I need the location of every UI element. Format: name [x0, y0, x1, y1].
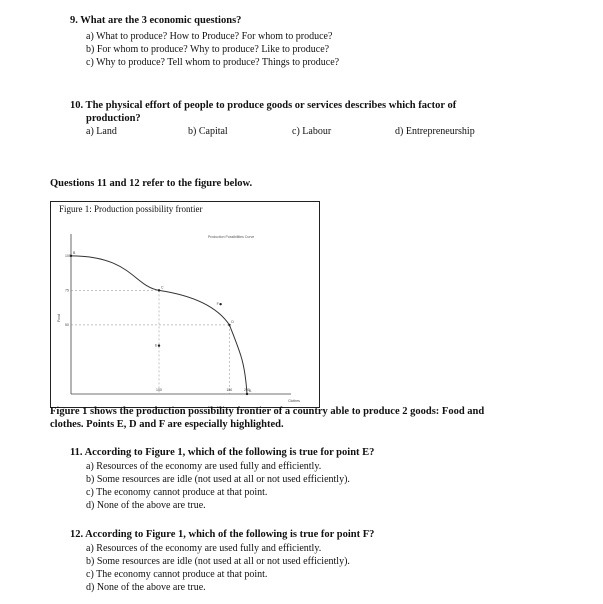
q10-option-a: a) Land [86, 126, 117, 137]
point-label-d: D [231, 319, 234, 324]
point-label-a: A [249, 389, 252, 393]
point-e [158, 344, 160, 346]
x-tick-label: 200 [244, 388, 250, 392]
x-tick-label: 100 [156, 388, 162, 392]
figure-description-line2: clothes. Points E, D and F are especially highlighted. [50, 419, 284, 430]
q9-option-c: c) Why to produce? Tell whom to produce? Things to produce? [86, 57, 340, 68]
y-axis-label: Food [57, 314, 61, 322]
point-d [228, 324, 230, 326]
q9-option-a: a) What to produce? How to Produce? For whom to produce? [86, 31, 333, 42]
point-label-f: F [216, 302, 219, 307]
chart-title: Production Possibilities Curve [207, 235, 255, 239]
q12-option-a: a) Resources of the economy are used fully and efficiently. [86, 543, 322, 554]
x-tick-label: 180 [226, 388, 233, 392]
point-f [216, 302, 221, 307]
figure-description-line1: Figure 1 shows the production possibility frontier of a country able to produce 2 goods: Food and [50, 406, 485, 417]
q9-question: 9. What are the 3 economic questions? [70, 15, 242, 26]
q12-option-b: b) Some resources are idle (not used at all or not used efficiently). [86, 556, 350, 567]
point-c [158, 289, 160, 291]
x-axis-label: Clothes [288, 399, 300, 403]
figure-intro: Questions 11 and 12 refer to the figure below. [50, 178, 253, 189]
y-tick-label: 50 [65, 322, 69, 327]
q11-option-c: c) The economy cannot produce at that point. [86, 487, 268, 498]
q9-option-b: b) For whom to produce? Why to produce? Like to produce? [86, 44, 330, 55]
q10-option-b: b) Capital [188, 126, 228, 137]
y-tick-label: 75 [65, 288, 69, 293]
q11-option-a: a) Resources of the economy are used fully and efficiently. [86, 461, 322, 472]
q11-option-d: d) None of the above are true. [86, 500, 206, 511]
figure-caption: Figure 1: Production possibility frontier [59, 204, 203, 214]
figure-box [50, 201, 320, 408]
q10-question-line1: 10. The physical effort of people to produce goods or services describes which factor of [70, 100, 457, 111]
point-label-e: E [155, 343, 158, 348]
q12-option-c: c) The economy cannot produce at that point. [86, 569, 268, 580]
q11-question: 11. According to Figure 1, which of the following is true for point E? [70, 447, 375, 458]
q10-option-c: c) Labour [292, 126, 332, 137]
q12-option-d: d) None of the above are true. [86, 582, 206, 593]
q12-question: 12. According to Figure 1, which of the following is true for point F? [70, 529, 375, 540]
y-tick-label: 100 [65, 253, 71, 258]
q10-option-d: d) Entrepreneurship [395, 126, 475, 137]
point-a [246, 393, 248, 395]
ppf-chart [51, 202, 319, 407]
q10-question-line2: production? [86, 113, 141, 124]
q11-option-b: b) Some resources are idle (not used at all or not used efficiently). [86, 474, 350, 485]
point-label-b: B [73, 250, 76, 255]
point-label-c: C [161, 285, 164, 290]
